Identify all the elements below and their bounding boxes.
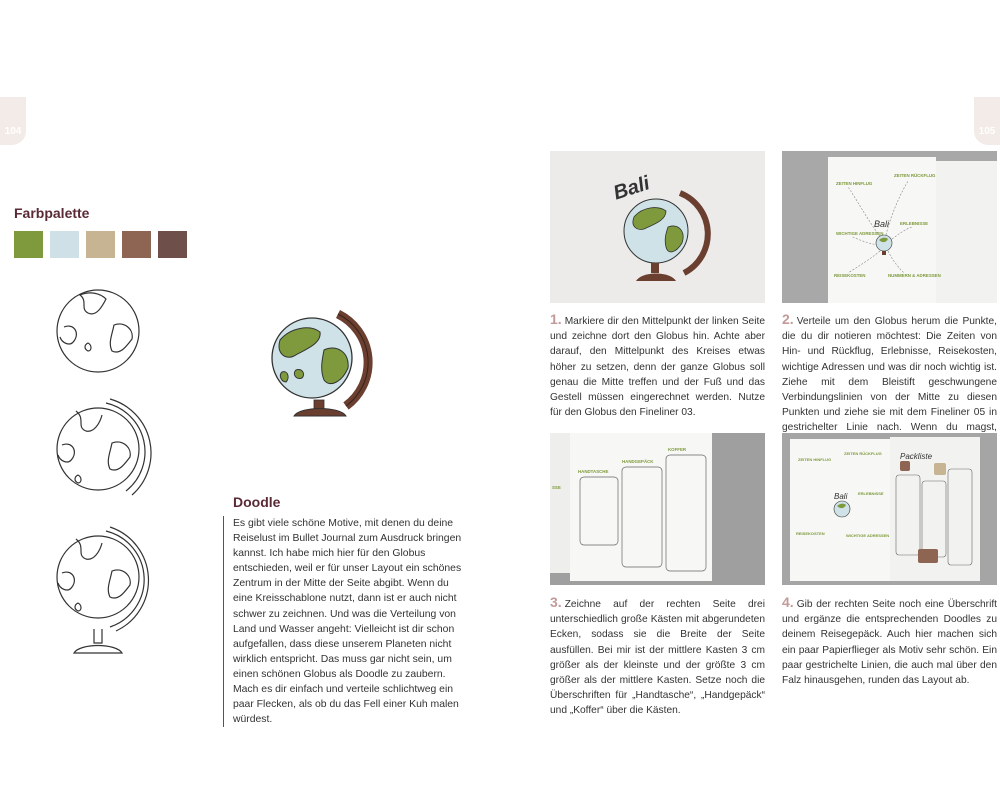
globe-sketch-2: [57, 399, 151, 495]
label-zeiten-rueckflug: ZEITEN RÜCKFLUG: [894, 173, 936, 178]
globe-sketch-3: [57, 527, 148, 653]
label-handtasche: HANDTASCHE: [578, 469, 609, 474]
photo-step-4: [782, 433, 997, 585]
step-2-text: [782, 312, 997, 451]
bali-lettering-small: Bali: [874, 219, 890, 229]
globe-doodle-colored: [260, 310, 380, 420]
doodle-body-text: Es gibt viele schöne Motive, mit denen du deine Reiselust im Bullet Journal zum Ausdruck bringen kannst. Ich habe mich hier für den Globus entschieden, weil er für unser Layout ein schönes Zentrum in der Mitte der Seite abgibt. Wenn du eine Kreisschablone nutzt, dann ist er auch nicht schwer zu zeichnen. Und was die Verteilung von Land und Wasser angeht: Vielleicht ist dir schon aufgefallen, dass diese unserem Planeten nicht wirklich entspricht. Das muss gar nicht sein, um einen schönen Globus als Doodle zu zaubern. Mach es dir einfach und verteile schlichtweg ein paar Flecken, als ob du das Fell einer Kuh malen würdest.: [223, 516, 465, 727]
step-1-body: Markiere dir den Mittelpunkt der linken Seite und zeichne dort den Globus hin. Achte aber darauf, den Mittelpunkt des Kreises etwas höher zu setzen, denn der ganze Globus soll genau die Mitte treffen und der Fuß und das Gestell müssen eingerechnet werden. Nutze für den Globus den Fineliner 03.: [550, 316, 765, 419]
step-4-text: [782, 595, 997, 688]
step-4-number: 4.: [782, 594, 794, 610]
label4-wichtige-adressen: WICHTIGE ADRESSEN: [846, 533, 890, 538]
swatch-dark-brown: [158, 231, 187, 258]
bali-lettering-4: Bali: [834, 492, 848, 501]
packliste-heading: Packliste: [900, 452, 933, 461]
step-2-number: 2.: [782, 311, 794, 327]
palette-title: Farbpalette: [14, 205, 90, 221]
label4-zeiten-rueckflug: ZEITEN RÜCKFLUG: [844, 451, 882, 456]
swatch-beige: [86, 231, 115, 258]
photo-step-3: [550, 433, 765, 585]
step-3-text: [550, 595, 765, 719]
label-handgepaeck: HANDGEPÄCK: [622, 459, 654, 464]
step-1-text: [550, 312, 765, 420]
label-nummern-adressen: NUMMERN & ADRESSEN: [888, 273, 941, 278]
label4-reisekosten: REISEKOSTEN: [796, 531, 825, 536]
page-number-right: 105: [974, 97, 1000, 145]
label-sse: SSE: [552, 485, 561, 490]
globe-construction-steps: [40, 285, 170, 665]
step-2-body: Verteile um den Globus herum die Punkte, die du dir notieren möchtest: Die Zeiten von Hin- und Rückflug, Erlebnisse, Reisekosten, wichtige Adressen und was dir noch wichtig ist. Ziehe mit dem Bleistift geschwungene Verbindungslinien von der Mitte zu diesen Punkten und ziehe sie mit dem Fineliner 05 in gestrichelter Linie nach. Wenn du magst,: [782, 316, 997, 434]
photo-step-2: [782, 151, 997, 303]
label4-erlebnisse: ERLEBNISSE: [858, 491, 884, 496]
swatch-green: [14, 231, 43, 258]
swatch-brown: [122, 231, 151, 258]
step-3-number: 3.: [550, 594, 562, 610]
label-reisekosten: REISEKOSTEN: [834, 273, 866, 278]
swatch-light-blue: [50, 231, 79, 258]
page-number-left: 104: [0, 97, 26, 145]
label-zeiten-hinflug: ZEITEN HINFLUG: [836, 181, 873, 186]
globe-sketch-1: [57, 290, 139, 372]
step-4-body: Gib der rechten Seite noch eine Überschrift und ergänze die entsprechenden Doodles zu deinem Reisegepäck. Auch hier machen sich ein paar Papierflieger als Motiv sehr schön. Ein paar gestrichelte Linien, die auch mal über den Falz hinausgehen, runden das Layout ab.: [782, 599, 997, 687]
doodle-heading: Doodle: [233, 494, 281, 510]
step-3-body: Zeichne auf der rechten Seite drei unterschiedlich große Kästen mit abgerundeten Ecken, sodass sie die Breite der Seite ausfüllen. Bei mir ist der mittlere Kasten 3 cm größer als der kleinste und der größte 3 cm größer als der mittlere Kasten. Setze noch die Überschriften für „Handtasche“, „Handgepäck“ und „Koffer“ über die Kästen.: [550, 599, 765, 717]
photo-step-1: [550, 151, 765, 303]
step-1-number: 1.: [550, 311, 562, 327]
bali-lettering: Bali: [610, 172, 653, 205]
label4-zeiten-hinflug: ZEITEN HINFLUG: [798, 457, 832, 462]
label-koffer: KOFFER: [668, 447, 687, 452]
label-erlebnisse: ERLEBNISSE: [900, 221, 929, 226]
color-palette: [14, 231, 187, 258]
label-wichtige-adressen: WICHTIGE ADRESSEN: [836, 231, 884, 236]
